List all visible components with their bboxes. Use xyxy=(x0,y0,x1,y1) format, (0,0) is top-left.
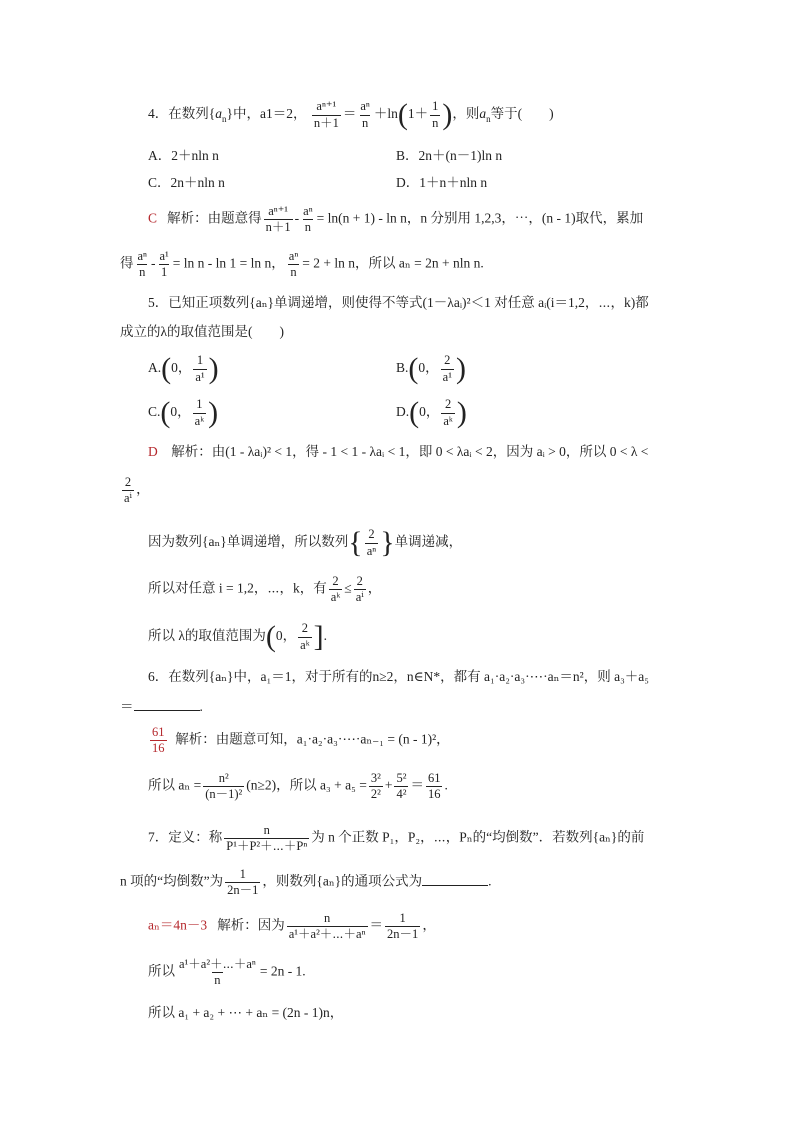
q6-stem-line1: 6．在数列{aₙ}中，a₁＝1，对于所有的n≥2，n∈N*，都有 a₁·a₂·a₃·⋯·aₙ＝n²，则 a₃＋a₅ xyxy=(148,669,649,684)
q5-option-d: D.(0， $\frac{2}{\text{aᵏ}}$ ) xyxy=(396,396,467,429)
q6-answer: $\frac{61}{16}$ xyxy=(152,725,165,756)
q7-stem-line2: n 项的“均倒数”为 $\frac{1}{2n-1}$ ，则数列{aₙ}的通项公式为 . xyxy=(120,867,492,898)
q7-solution-line2: 所以 $\frac{\text{a¹＋a²＋⋯＋aⁿ}}{n}$ = 2n - 1. xyxy=(148,957,306,988)
q5-solution-line3: 因为数列{aₙ}单调递增，所以数列{ $\frac{2}{\text{aⁿ}}$ }单调递减， xyxy=(148,526,463,559)
q4-option-b: B．2n＋(n－1)ln n xyxy=(396,148,503,163)
q4-answer: C xyxy=(148,210,158,226)
q7-solution-line3: 所以 a₁ + a₂ + ⋯ + aₙ = (2n - 1)n， xyxy=(148,1005,344,1020)
q5-option-c: C.(0， $\frac{1}{\text{aᵏ}}$ ) xyxy=(148,396,219,429)
q6-answer-blank[interactable] xyxy=(134,698,200,711)
frac-an1-over-n1: $\frac{\text{aⁿ⁺¹}}{n+1}$ xyxy=(313,99,339,130)
q5-option-b: B.(0， $\frac{2}{\text{a¹}}$ ) xyxy=(396,352,466,385)
q6-stem-line2: ＝ . xyxy=(120,699,203,714)
q5-stem-line2: 成立的λ的取值范围是( ) xyxy=(120,324,285,339)
q4-solution-line1: C 解析：由题意得 $\frac{\text{aⁿ⁺¹}}{n+1}$ - $\frac{\text{aⁿ}}{n}$ = ln(n + 1) - ln n，n 分别用 1,2,3，⋯，(n - 1)取代，累加 xyxy=(148,204,644,235)
q4-solution-line2: 得 $\frac{\text{aⁿ}}{n}$ - $\frac{\text{a¹}}{1}$ = ln n - ln 1 = ln n， $\frac{\text{aⁿ}}{n}$ = 2 + ln n，所以 aₙ = 2n + nln n. xyxy=(120,249,484,280)
q4-option-c: C．2n＋nln n xyxy=(148,175,225,190)
q5-solution-line4: 所以对任意 i = 1,2，⋯，k，有 $\frac{2}{\text{aᵏ}}$ ≤ $\frac{2}{\text{aⁱ}}$ ， xyxy=(148,574,382,605)
frac-1-over-n: $\frac{1}{n}$ xyxy=(432,99,439,130)
q4-stem: 4．在数列$\{a_n\}$中，a1＝2， $\frac{\text{aⁿ⁺¹}}{n+1}$ ＝ $\frac{\text{aⁿ}}{n}$ ＋ln(1＋ $\frac{1}{n}$ )，则$a_n$等于( ) xyxy=(148,98,554,131)
q6-solution-line2: 所以 aₙ = $\frac{\text{n²}}{\text{(n－1)²}}$ (n≥2)，所以 a₃ + a₅ = $\frac{\text{3²}}{\text{2²}}$ + $\frac{\text{5²}}{\text{4²}}$ ＝ $\frac{61}{16}$ . xyxy=(148,771,448,802)
q6-solution-line1: $\frac{61}{16}$ 解析：由题意可知，a₁·a₂·a₃·⋯·aₙ₋₁ = (n - 1)²， xyxy=(152,725,450,756)
q5-option-a: A.(0， $\frac{1}{\text{a¹}}$ ) xyxy=(148,352,219,385)
q7-solution-line1: aₙ＝4n－3 解析：因为 $\frac{n}{\text{a¹＋a²＋⋯＋aⁿ}}$ ＝ $\frac{1}{2n-1}$ ， xyxy=(148,911,436,942)
q5-stem-line1: 5．已知正项数列{aₙ}单调递增，则使得不等式(1－λaᵢ)²＜1 对任意 aᵢ(i＝1,2，⋯，k)都 xyxy=(148,295,649,310)
q4-option-a: A．2＋nln n xyxy=(148,148,219,163)
q5-solution-line5: 所以 λ的取值范围为(0， $\frac{2}{\text{aᵏ}}$ ]. xyxy=(148,620,328,653)
q5-answer: D xyxy=(148,444,158,459)
q4-option-d: D．1＋n＋nln n xyxy=(396,175,488,190)
q7-answer: aₙ＝4n－3 xyxy=(148,917,208,933)
q7-stem-line1: 7．定义：称 $\frac{n}{\text{P¹＋P²＋⋯＋Pⁿ}}$ 为 n 个正数 P₁，P₂，⋯，Pₙ的“均倒数”．若数列{aₙ}的前 xyxy=(148,823,645,854)
q5-solution-line2: $\frac{2}{\text{aⁱ}}$ ， xyxy=(124,475,150,506)
q5-solution-line1: D 解析：由(1 - λaᵢ)² < 1，得 - 1 < 1 - λaᵢ < 1，即 0 < λaᵢ < 2，因为 aᵢ > 0，所以 0 < λ < xyxy=(148,444,649,459)
q7-answer-blank[interactable] xyxy=(422,873,488,886)
frac-an-over-n: $\frac{\text{aⁿ}}{n}$ xyxy=(360,99,370,130)
